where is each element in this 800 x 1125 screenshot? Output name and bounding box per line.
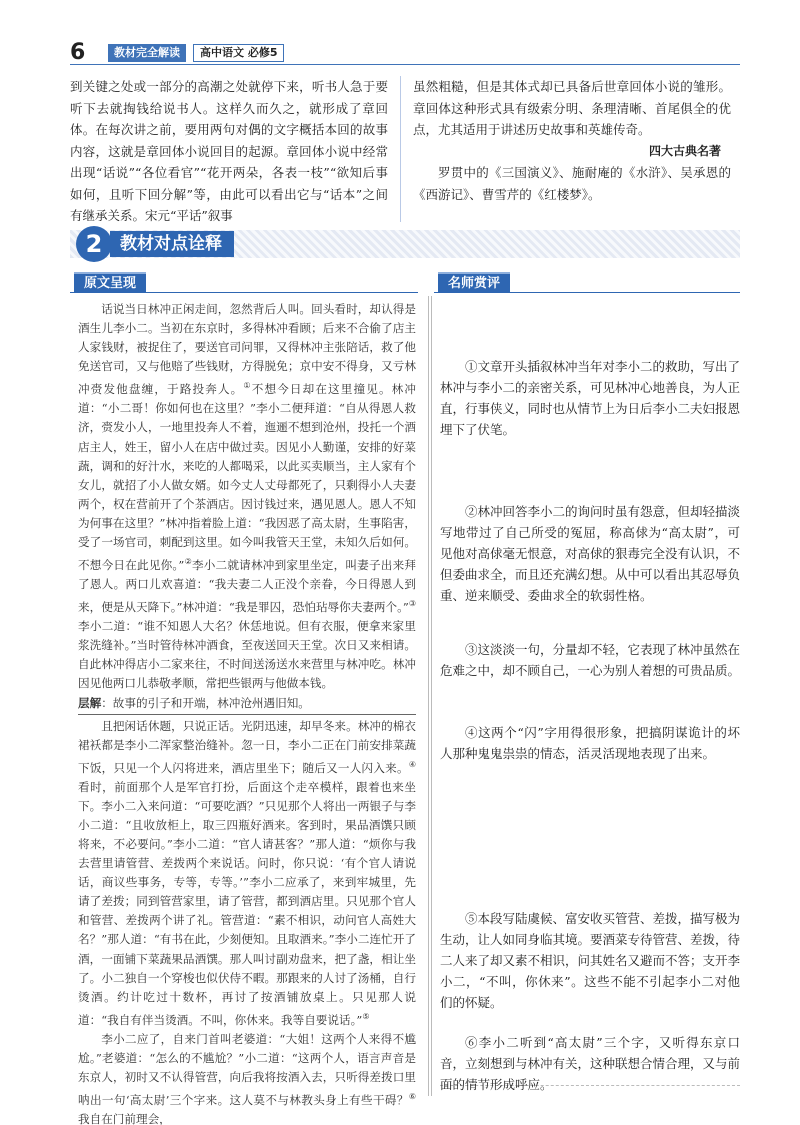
classics-box-title: 四大古典名著 [648,143,721,158]
note-3: ③这淡淡一句，分量却不轻，它表现了林冲虽然在危难之中，却不顾自己，一心为别人着想的可贵品质。 [440,642,741,678]
note-6: ⑥李小二听到“高太尉”三个字，又听得东京口音，立刻想到与林冲有关，这种联想合情合理，又与前面的情节形成呼应。 [440,1035,741,1092]
section-number: 2 [76,226,112,262]
note-1: ①文章开头插叙林冲当年对李小二的救助，写出了林冲与李小二的亲密关系，可见林冲心地善良，为人正直，行事侠义，同时也从情节上为日后李小二夫妇报恩埋下了伏笔。 [440,359,741,437]
original-paragraph-3: 李小二应了，自来门首叫老婆道：“大姐！这两个人来得不尴尬。”老婆道：“怎么的不尴尬？”小二道：“这两个人，语言声音是东京人，初时又不认得管营，向后我将按酒入去，只听得差拨口里呐出一句‘高太尉’三个字来。这人莫不与林教头身上有些干碍？⑥我自在门前理会， [78,1031,416,1125]
intro-right-paragraph: 虽然粗糙，但是其体式却已具备后世章回体小说的雏形。章回体这种形式具有级索分明、条理清晰、首尾俱全的优点，尤其适用于讲述历史故事和英雄传奇。 [413,79,731,137]
classics-box-text: 罗贯中的《三国演义》、施耐庵的《水浒》、吴承恩的《西游记》、曹雪芹的《红楼梦》。 [413,165,731,202]
left-column-rule [70,292,418,293]
book-tag: 教材完全解读 [108,44,186,62]
original-text-tab: 原文呈现 [74,272,146,292]
right-column-rule [434,292,740,293]
section-title: 教材对点诠释 [110,231,234,257]
column-divider [428,296,429,1096]
intro-right-column [413,76,731,205]
original-paragraph-1: 话说当日林冲正闲走间，忽然背后人叫。回头看时，却认得是酒生儿李小二。当初在东京时，多得林冲看顾；后来不合偷了店主人家钱财，被捉住了，要送官司问罪，又得林冲主张陪话，救了他免送官司，又与他赔了些钱财，方得脱免；京中安不得身，又亏林冲赍发他盘缠，于路投奔人。①不想今日却在这里撞见。林冲道：“小二哥！你如何也在这里？”李小二便拜道：“自从得恩人救济，赍发小人，一地里投奔人不着，迤逦不想到沧州，投托一个酒店主人，姓王，留小人在店中做过卖。因见小人勤谨，安排的好菜蔬，调和的好汁水，来吃的人都喝采，以此买卖顺当，主人家有个女儿，就招了小人做女婿。如今丈人丈母都死了，只剩得小人夫妻两个，权在营前开了个茶酒店。因讨钱过来，遇见恩人。恩人不知为何事在这里？”林冲指着脸上道：“我因恶了高太尉，生事陷害，受了一场官司，刺配到这里。如今叫我管天王堂，未知久后如何。不想今日在此见你。”②李小二就请林冲到家里坐定，叫妻子出来拜了恩人。两口儿欢喜道：“我夫妻二人正没个亲眷，今日得恩人到来，便是从天降下。”林冲道：“我是罪囚，恐怕玷辱你夫妻两个。”③李小二道：“谁不知恩人大名？休恁地说。但有衣服，便拿来家里浆洗缝补。”当时管待林冲酒食，至夜送回天王堂。次日又来相请。自此林冲得店小二家来往，不时间送汤送水来营里与林冲吃。林冲因见他两口儿恭敬孝顺，常把些银两与他做本钱。 [78,302,417,691]
note-4: ④这两个“闪”字用得很形象，把搞阴谋诡计的坏人那种鬼鬼祟祟的情态，活灵活现地表现了出来。 [440,725,740,761]
commentary-tab: 名师赏评 [438,272,510,292]
note-2: ②林冲回答李小二的询问时虽有怨意，但却轻描淡写地带过了自己所受的冤屈，称高俅为“高太尉”，可见他对高俅毫无恨意，对高俅的狠毒完全没有认识，不但委曲求全，而且还充满幻想。从中可以看出其忍辱负重、逆来顺受、委曲求全的软弱性格。 [440,504,741,603]
page-number: 6 [70,40,86,65]
subject-tag: 高中语文 必修5 [193,44,284,62]
commentary-notes [440,296,741,1092]
original-text [78,300,416,1125]
note-5: ⑤本段写陆虞候、富安收买管营、差拨，描写极为生动，让人如同身临其境。要酒菜专待管营、差拨，待二人来了却又素不相识，问其姓名又避而不答；支开李小二，“不叫，你休来”。这些不能不引起李小二对他们的怀疑。 [440,911,741,1010]
structure-analysis: 层解：故事的引子和开端，林冲沧州遇旧知。 [78,694,416,714]
intro-divider [400,76,401,222]
original-paragraph-2: 且把闲话休题，只说正话。光阴迅速，却早冬来。林冲的棉衣裙袄都是李小二浑家整治缝补。忽一日，李小二正在门前安排菜蔬下饭，只见一个人闪将进来，酒店里坐下；随后又一人闪入来。④看时，前面那个人是军官打扮，后面这个走卒模样，跟着也来坐下。李小二入来问道：“可要吃酒？”只见那个人将出一两银子与李小二道：“且收放柜上，取三四瓶好酒来。客到时，果品酒馔只顾将来，不必要问。”李小二道：“官人请甚客？”那人道：“烦你与我去营里请管营、差拨两个来说话。问时，你只说：‘有个官人请说话，商议些事务，专等，专等。’”李小二应承了，来到牢城里，先请了差拨；同到管营家里，请了管营，都到酒店里。只见那个官人和管营、差拨两个讲了礼。管营道：“素不相识，动问官人高姓大名？”那人道：“有书在此，少刻便知。且取酒来。”李小二连忙开了酒，一面铺下菜蔬果品酒馔。那人叫讨副劝盘来，把了盏，相让坐了。小二独自一个穿梭也似伏侍不暇。那跟来的人讨了汤桶，自行烫酒。约计吃过十数杯，再讨了按酒铺放桌上。只见那人说道：“我自有伴当烫酒。不叫，你休来。我等自要说话。”⑤ [78,718,416,1027]
intro-left-text: 到关键之处或一部分的高潮之处就停下来，听书人急于要听下去就掏钱给说书人。这样久而久之，就形成了章回体。在每次讲之前，要用两句对偶的文字概括本回的故事内容，这就是章回体小说回目的起源。章回体小说中经常出现“话说”“各位看官”“花开两朵，各表一枝”“欲知后事如何，且听下回分解”等，由此可以看出它与“话本”之间有继承关系。宋元“平话”叙事 [70,79,388,223]
header-rule [70,64,740,65]
column-divider-inner [431,296,432,1096]
